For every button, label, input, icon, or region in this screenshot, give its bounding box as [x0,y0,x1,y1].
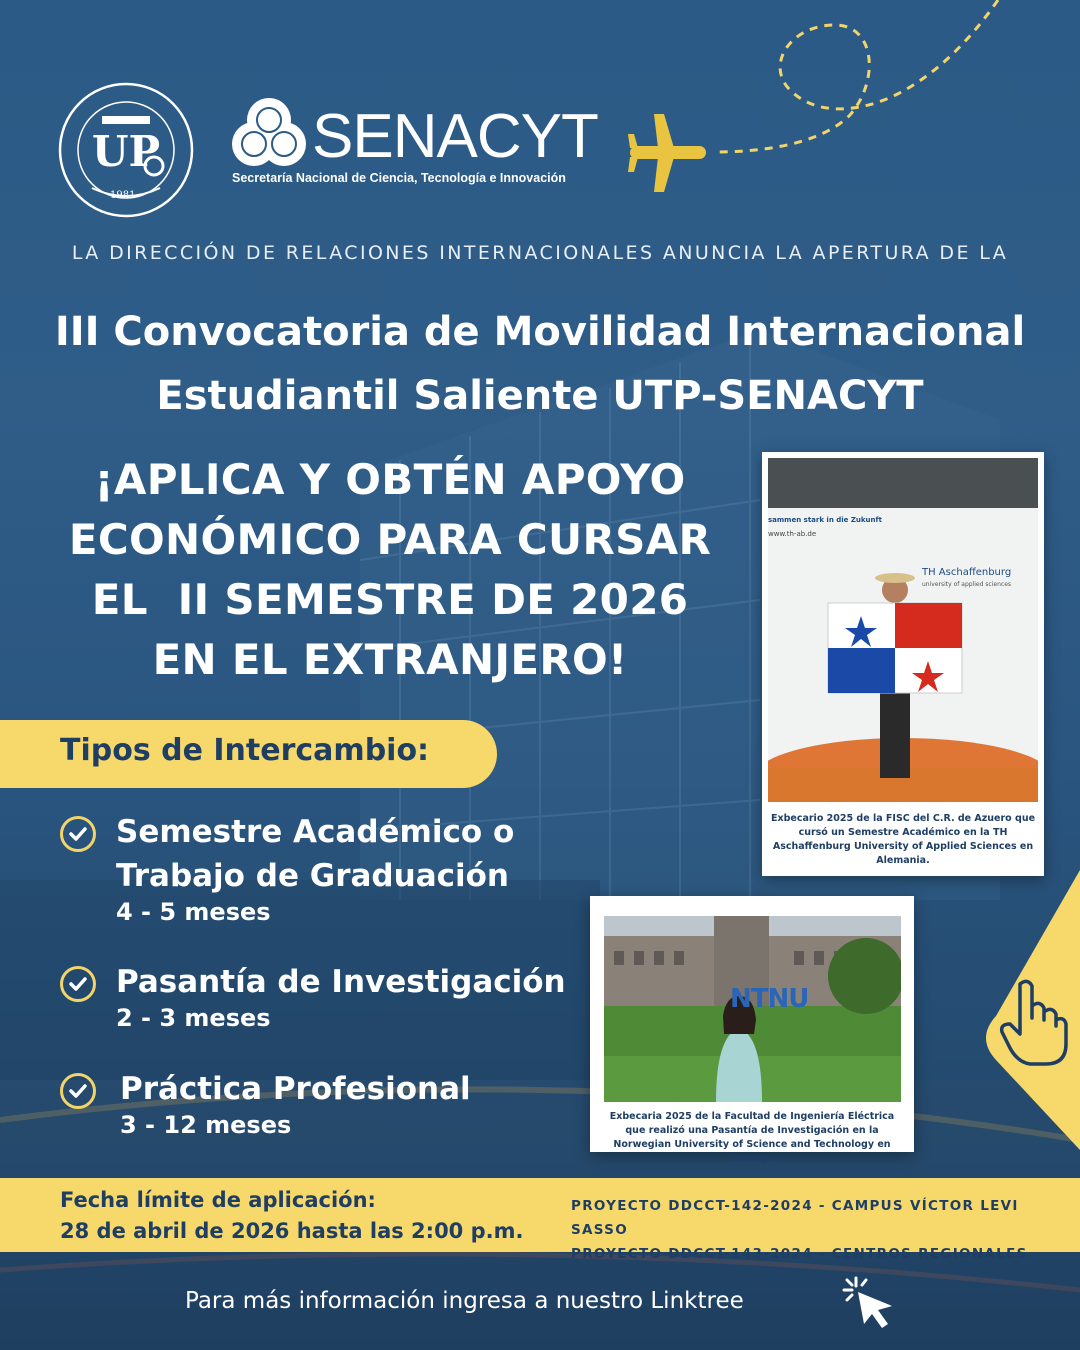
exchange-type-pasantia [116,960,566,1032]
senacyt-wordmark: SENACYT [312,102,598,171]
senacyt-subtitle: Secretaría Nacional de Ciencia, Tecnología e Innovación [232,171,566,185]
svg-text:UP: UP [91,127,161,176]
utp-ring-text [104,121,105,122]
exchange-type-duration: 4 - 5 meses [116,898,271,926]
photo-brand: TH Aschaffenburg [922,567,1012,578]
photo-th-aschaffenburg-image [768,458,1038,802]
headline-line-2: ECONÓMICO PARA CURSAR [68,515,712,564]
announcement-line: LA DIRECCIÓN DE RELACIONES INTERNACIONALES ANUNCIA LA APERTURA DE LA [71,242,1009,264]
tipos-label: Tipos de Intercambio: [60,733,430,768]
photo-banner-text: sammen stark in die Zukunft [768,516,882,524]
headline [40,450,740,690]
photo-ntnu [590,896,914,1164]
photo-banner-url: www.th-ab.de [768,530,817,538]
exchange-type-duration: 2 - 3 meses [116,1004,271,1032]
exchange-type-title: Pasantía de Investigación [116,964,566,1000]
main-title-line-1: III Convocatoria de Movilidad Internacional [54,309,1026,355]
headline-line-3: EL II SEMESTRE DE 2026 [91,575,689,624]
airplane-icon [628,112,712,194]
project-code: PROYECTO DDCCT-143-2024 - CENTROS REGIONALES [571,1246,1028,1262]
headline-line-1: ¡APLICA Y OBTÉN APOYO [94,455,686,504]
check-circle-icon [60,816,96,852]
main-title [0,300,1080,428]
photo-caption: Exbecaria 2025 de la Facultad de Ingeniería Eléctrica que realizó una Pasantía de Investigación en la Norwegian University of Science and Technology en Noruega. [609,1111,895,1164]
utp-year: 1981 [110,190,136,201]
exchange-type-duration: 3 - 12 meses [120,1111,292,1139]
photo-caption: Exbecario 2025 de la FISC del C.R. de Azuero que cursó un Semestre Académico en la TH Aschaffenburg University of Applied Sciences en Alemania. [770,813,1036,866]
exchange-type-title: Trabajo de Graduación [116,858,509,894]
check-circle-icon [60,966,96,1002]
exchange-type-practica [120,1067,471,1139]
check-circle-icon [60,1073,96,1109]
senacyt-emblem [230,96,308,168]
photo-brand-sub: university of applied sciences [922,581,1012,588]
exchange-type-title: Semestre Académico o [116,814,515,850]
photo-th-aschaffenburg [762,452,1044,876]
hand-pointer-icon [998,976,1072,1070]
exchange-type-title: Práctica Profesional [120,1071,471,1107]
cursor-click-icon [842,1274,898,1330]
deadline-label: Fecha límite de aplicación: [60,1188,376,1212]
photo-ntnu-sign: NTNU [730,984,809,1014]
headline-line-4: EN EL EXTRANJERO! [152,635,628,684]
main-title-line-2: Estudiantil Saliente UTP-SENACYT [156,373,924,419]
deadline [60,1185,523,1247]
exchange-type-semestre [116,810,514,926]
project-code: PROYECTO DDCCT-142-2024 - CAMPUS VÍCTOR LEVI SASSO [571,1198,1019,1238]
linktree-link[interactable]: Para más información ingresa a nuestro Linktree [185,1288,744,1314]
project-codes [571,1194,1080,1266]
deadline-value: 28 de abril de 2026 hasta las 2:00 p.m. [60,1219,524,1243]
